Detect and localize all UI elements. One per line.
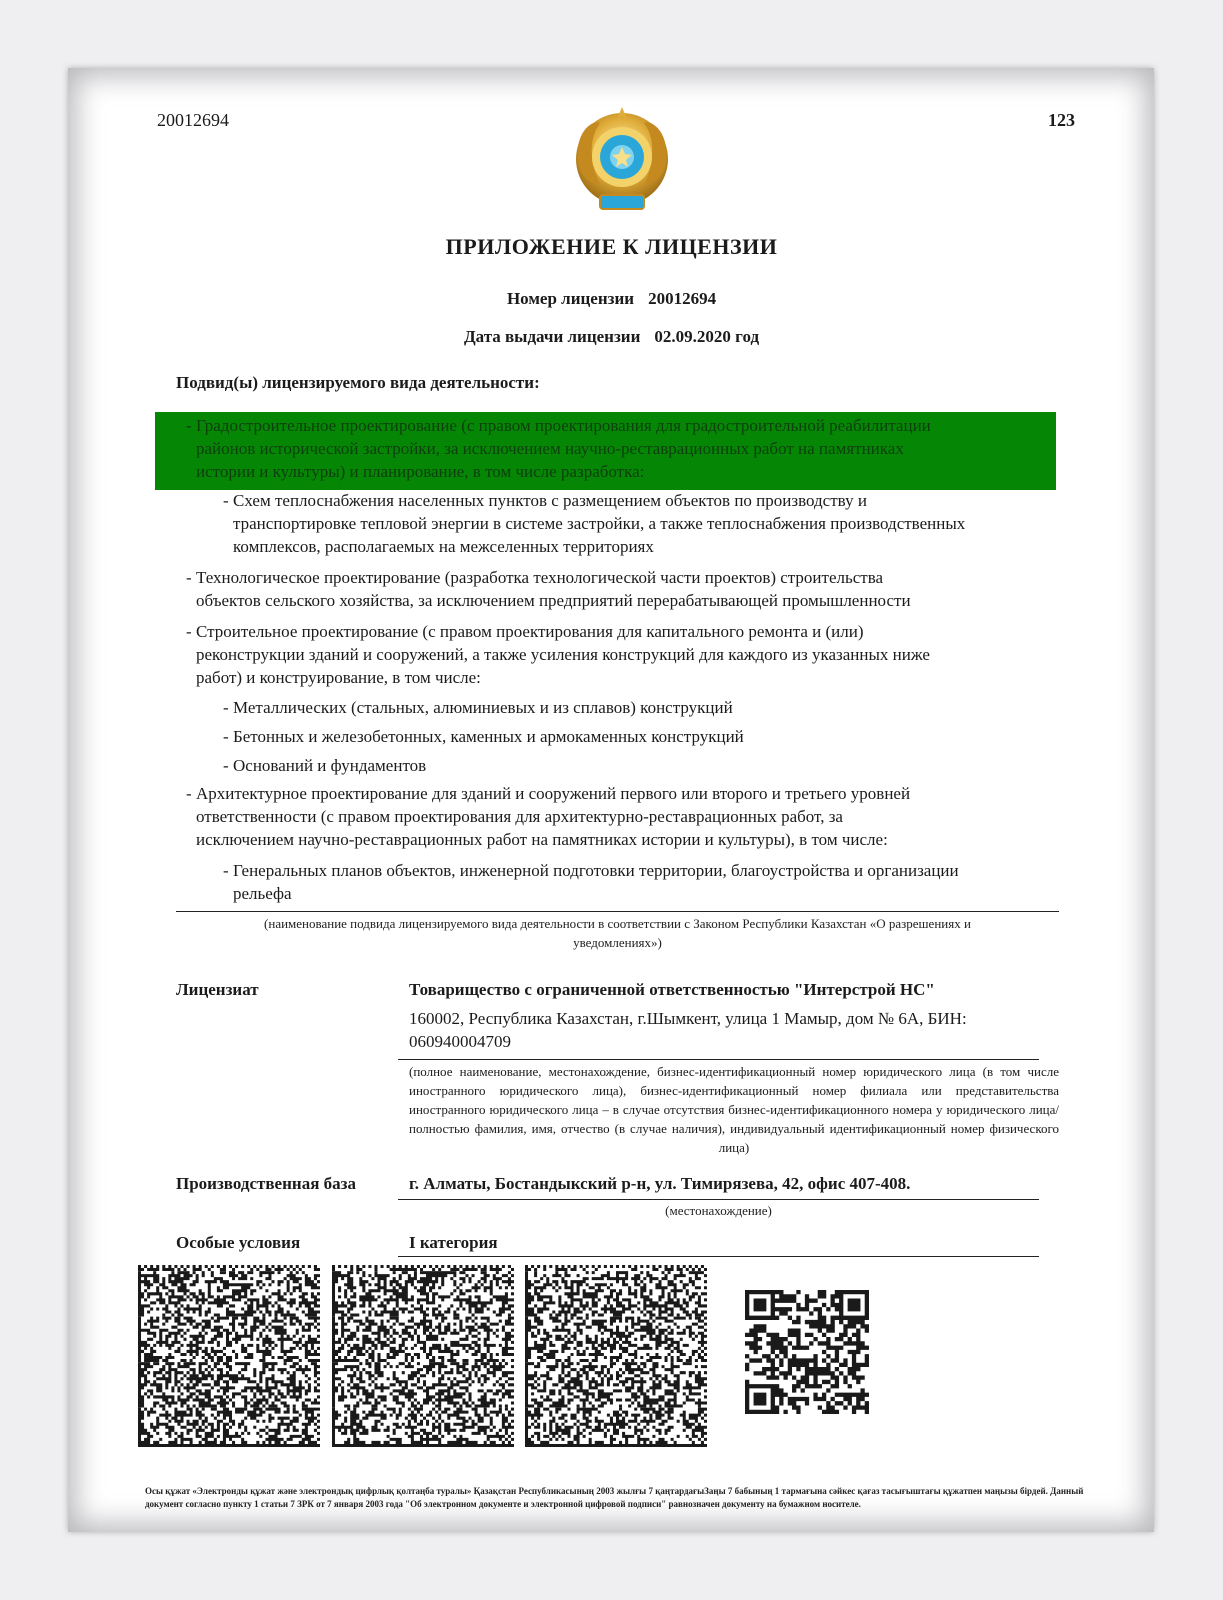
licensee-address: 160002, Республика Казахстан, г.Шымкент, улица 1 Мамыр, дом № 6А, БИН: 060940004709 [409, 1009, 967, 1051]
page-title: ПРИЛОЖЕНИЕ К ЛИЦЕНЗИИ [445, 234, 778, 259]
licensee-label: Лицензиат [176, 980, 259, 999]
subtypes-note [176, 914, 1059, 952]
list-item-line: Оснований и фундаментов [233, 756, 427, 775]
page-number: 123 [1048, 110, 1075, 130]
code-modules [332, 1265, 514, 1447]
divider [176, 911, 1059, 912]
code-modules [525, 1265, 707, 1447]
special-conditions-value: I категория [409, 1233, 498, 1252]
list-item: - Технологическое проектирование (разработка технологической части проектов) строительства объектов сельского хозяйства, за исключением предприятий перерабатывающей промышленности [186, 568, 911, 610]
code-modules [138, 1265, 320, 1447]
list-item-line: объектов сельского хозяйства, за исключением предприятий перерабатывающей промышленности [196, 591, 911, 610]
production-base-note: (местонахождение) [665, 1203, 772, 1218]
list-item: - Металлических (стальных, алюминиевых и из сплавов) конструкций [223, 698, 733, 717]
list-item-line: Бетонных и железобетонных, каменных и армокаменных конструкций [233, 727, 744, 746]
license-number-row [0, 289, 1223, 309]
list-item: - Архитектурное проектирование для зданий и сооружений первого или второго и третьего уровней ответственности (с правом проектирования для архитектурно-реставрационных работ, за исключением научно-реставрационных работ на памятниках истории и культуры), в том числе: [186, 784, 911, 849]
license-number-value: 20012694 [648, 289, 717, 308]
divider [398, 1199, 1039, 1200]
data-matrix-code-icon [138, 1265, 320, 1447]
list-item-line: работ) и конструирование, в том числе: [196, 668, 481, 687]
note-line: уведомлениях») [573, 935, 662, 950]
license-number-label: Номер лицензии [506, 289, 635, 308]
document-number: 20012694 [157, 110, 229, 130]
divider [398, 1256, 1039, 1257]
data-matrix-code-icon [525, 1265, 707, 1447]
special-conditions-label: Особые условия [176, 1233, 301, 1252]
list-item: - Бетонных и железобетонных, каменных и армокаменных конструкций [223, 727, 744, 746]
production-base-label: Производственная база [176, 1174, 356, 1193]
list-item-line: истории и культуры) и планирование, в том числе разработка: [196, 462, 645, 481]
list-item-line: рельефа [233, 884, 292, 903]
list-item: - Оснований и фундаментов [223, 756, 427, 775]
note-line: (наименование подвида лицензируемого вида деятельности в соответствии с Законом Республики Казахстан «О разрешениях и [264, 916, 971, 931]
list-item-line: исключением научно-реставрационных работ на памятниках истории и культуры), в том числе: [196, 830, 888, 849]
license-date-row [0, 327, 1223, 347]
subtypes-heading: Подвид(ы) лицензируемого вида деятельности: [176, 373, 540, 392]
list-item-line: комплексов, располагаемых на межселенных территориях [233, 537, 654, 556]
footer-legal-note: Осы құжат «Электронды құжат және электрондық цифрлық қолтаңба туралы» Қазақстан Республикасының 2003 жылғы 7 қаңтардағыЗаңы 7 бабының 1 тармағына сәйкес қағаз тасығыштағы құжатпен маңызы бірдей. Данный документ согласно пункту 1 статьи 7 ЗРК от 7 января 2003 года "Об электронном документе и электронной цифровой подписи" равнозначен документу на бумажном носителе. [145, 1486, 1084, 1509]
list-item-line: транспортировке тепловой энергии в системе застройки, а также теплоснабжения производственных [233, 514, 966, 533]
license-date-value: 02.09.2020 год [654, 327, 760, 346]
list-item-line: районов исторической застройки, за исключением научно-реставрационных работ на памятниках [196, 439, 904, 458]
list-item-line: Технологическое проектирование (разработка технологической части проектов) строительства [196, 568, 884, 587]
state-emblem-icon [570, 103, 674, 217]
list-item-line: Генеральных планов объектов, инженерной подготовки территории, благоустройства и организации [233, 861, 959, 880]
list-item-line: ответственности (с правом проектирования для архитектурно-реставрационных работ, за [196, 807, 843, 826]
production-base-value: г. Алматы, Бостандыкский р-н, ул. Тимирязева, 42, офис 407-408. [409, 1174, 911, 1193]
list-item: - Градостроительное проектирование (с правом проектирования для градостроительной реабилитации районов исторической застройки, за исключением научно-реставрационных работ на памятниках истории и культуры) и планирование, в том числе разработка: [186, 416, 931, 481]
list-item-line: Схем теплоснабжения населенных пунктов с размещением объектов по производству и [233, 491, 867, 510]
list-item-line: Архитектурное проектирование для зданий и сооружений первого или второго и третьего уровней [196, 784, 911, 803]
list-item: - Строительное проектирование (с правом проектирования для капитального ремонта и (или) реконструкции зданий и сооружений, а также усиления конструкций для каждого из указанных ниже работ) и конструирование, в том числе: [186, 622, 930, 687]
list-item: - Схем теплоснабжения населенных пунктов с размещением объектов по производству и транспортировке тепловой энергии в системе застройки, а также теплоснабжения производственных комплексов, располагаемых на межселенных территориях [223, 491, 966, 556]
list-item: - Генеральных планов объектов, инженерной подготовки территории, благоустройства и организации рельефа [223, 861, 959, 903]
list-item-line: реконструкции зданий и сооружений, а также усиления конструкций для каждого из указанных ниже [196, 645, 930, 664]
qr-code-icon [745, 1290, 869, 1414]
data-matrix-code-icon [332, 1265, 514, 1447]
list-item-line: Градостроительное проектирование (с правом проектирования для градостроительной реабилитации [196, 416, 931, 435]
licensee-note: (полное наименование, местонахождение, бизнес-идентификационный номер юридического лица (в том числе иностранного юридического лица), бизнес-идентификационный номер филиала или представительства иностранного юридического лица – в случае отсутствия бизнес-идентификационного номера у юридического лица/полностью фамилия, имя, отчество (в случае наличия), индивидуальный идентификационный номер физического лица) [409, 1064, 1059, 1155]
code-modules [745, 1290, 869, 1414]
list-item-line: Металлических (стальных, алюминиевых и из сплавов) конструкций [233, 698, 733, 717]
licensee-name: Товарищество с ограниченной ответственностью "Интерстрой НС" [409, 980, 935, 999]
license-date-label: Дата выдачи лицензии [463, 327, 641, 346]
list-item-line: Строительное проектирование (с правом проектирования для капитального ремонта и (или) [196, 622, 864, 641]
divider [398, 1059, 1039, 1060]
